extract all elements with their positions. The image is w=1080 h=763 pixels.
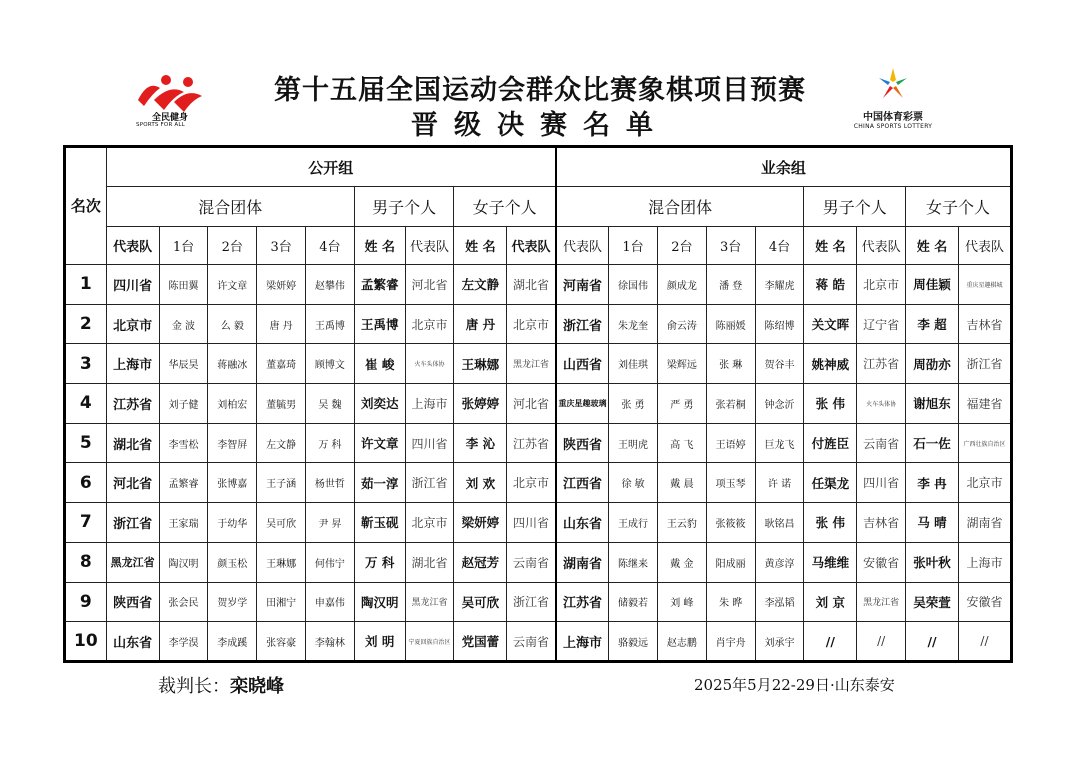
amateur-female-name-cell: 谢旭东 — [906, 384, 959, 424]
rank-cell: 9 — [65, 582, 107, 622]
open-male-team-cell: 河北省 — [405, 265, 454, 305]
amateur-team-cell: 浙江省 — [556, 304, 609, 344]
open-female-name-cell: 左文静 — [454, 265, 507, 305]
rank-cell: 8 — [65, 542, 107, 582]
sports-for-all-caption: SPORTS FOR ALL — [136, 122, 185, 128]
open-female-name-cell: 刘 欢 — [454, 463, 507, 503]
amateur-female-name-cell: 周劭亦 — [906, 344, 959, 384]
open-player-cell: 唐 丹 — [257, 304, 306, 344]
open-female-team-cell: 北京市 — [507, 463, 556, 503]
amateur-male-team-cell: 火车头体协 — [857, 384, 906, 424]
amateur-player-cell: 王明虎 — [609, 423, 658, 463]
table-row — [65, 582, 1012, 622]
col-open-female-name: 姓 名 — [454, 227, 507, 265]
amateur-male-team-cell: 安徽省 — [857, 542, 906, 582]
rank-cell: 1 — [65, 265, 107, 305]
amateur-player-cell: 颜成龙 — [657, 265, 706, 305]
amateur-team-cell: 江西省 — [556, 463, 609, 503]
table-row — [65, 384, 1012, 424]
open-player-cell: 左文静 — [257, 423, 306, 463]
open-female-team-cell: 浙江省 — [507, 582, 556, 622]
table-body — [65, 265, 1012, 662]
amateur-female-name-cell: 马 晴 — [906, 503, 959, 543]
china-sports-lottery-logo — [848, 66, 938, 132]
amateur-male-name-cell: 付旌臣 — [804, 423, 857, 463]
amateur-player-cell: 张 勇 — [609, 384, 658, 424]
open-player-cell: 王琳娜 — [257, 542, 306, 582]
open-player-cell: 孟繁睿 — [159, 463, 208, 503]
open-player-cell: 李学淏 — [159, 622, 208, 662]
table-row — [65, 622, 1012, 662]
col-am-female-team: 代表队 — [958, 227, 1011, 265]
rank-cell: 5 — [65, 423, 107, 463]
date-place: 2025年5月22-29日·山东泰安 — [694, 676, 895, 694]
amateur-player-cell: 骆毅远 — [609, 622, 658, 662]
table-row — [65, 304, 1012, 344]
col-open-board4: 4台 — [306, 227, 355, 265]
amateur-player-cell: 刘承宇 — [755, 622, 804, 662]
table-row — [65, 265, 1012, 305]
open-player-cell: 吴可欣 — [257, 503, 306, 543]
amateur-female-team-cell: 浙江省 — [958, 344, 1011, 384]
amateur-male-name-cell: 张 伟 — [804, 384, 857, 424]
col-open-male-name: 姓 名 — [354, 227, 405, 265]
amateur-male-team-cell: 吉林省 — [857, 503, 906, 543]
amateur-male-team-cell: 北京市 — [857, 265, 906, 305]
open-player-cell: 金 波 — [159, 304, 208, 344]
amateur-female-team-cell: 湖南省 — [958, 503, 1011, 543]
amateur-player-cell: 李耀虎 — [755, 265, 804, 305]
col-am-board4: 4台 — [755, 227, 804, 265]
amateur-player-cell: 耿铭昌 — [755, 503, 804, 543]
open-male-name-cell: 王禹博 — [354, 304, 405, 344]
table-row — [65, 503, 1012, 543]
qualifier-table — [63, 145, 1013, 663]
open-player-cell: 王禹博 — [306, 304, 355, 344]
open-player-cell: 董毓男 — [257, 384, 306, 424]
open-female-name-cell: 党国蕾 — [454, 622, 507, 662]
open-team-cell: 湖北省 — [106, 423, 159, 463]
amateur-female-team-cell: 安徽省 — [958, 582, 1011, 622]
open-player-cell: 董嘉琦 — [257, 344, 306, 384]
amateur-female-team-cell: // — [958, 622, 1011, 662]
amateur-female-name-cell: 李 超 — [906, 304, 959, 344]
page-subtitle: 晋级决赛名单 — [411, 110, 669, 141]
lottery-en-label: CHINA SPORTS LOTTERY — [853, 123, 933, 130]
amateur-player-cell: 陈继来 — [609, 542, 658, 582]
amateur-female-name-cell: 张叶秋 — [906, 542, 959, 582]
amateur-female-name-cell: 周佳颖 — [906, 265, 959, 305]
open-male-name-cell: 许文章 — [354, 423, 405, 463]
open-female-team-cell: 云南省 — [507, 542, 556, 582]
rank-cell: 6 — [65, 463, 107, 503]
open-female-team-cell: 云南省 — [507, 622, 556, 662]
referee-name: 栾晓峰 — [230, 676, 284, 697]
amateur-player-cell: 黄彦淳 — [755, 542, 804, 582]
open-male-team-cell: 火车头体协 — [405, 344, 454, 384]
open-male-header: 男子个人 — [354, 187, 454, 227]
amateur-female-team-cell: 上海市 — [958, 542, 1011, 582]
open-female-header: 女子个人 — [454, 187, 556, 227]
amateur-player-cell: 潘 登 — [706, 265, 755, 305]
rank-header — [65, 147, 107, 265]
open-team-cell: 河北省 — [106, 463, 159, 503]
amateur-player-cell: 徐 敏 — [609, 463, 658, 503]
amateur-player-cell: 项玉琴 — [706, 463, 755, 503]
open-player-cell: 么 毅 — [208, 304, 257, 344]
open-group-header: 公开组 — [106, 147, 556, 187]
open-player-cell: 张博嘉 — [208, 463, 257, 503]
open-player-cell: 蒋融冰 — [208, 344, 257, 384]
open-player-cell: 许文章 — [208, 265, 257, 305]
amateur-player-cell: 张 琳 — [706, 344, 755, 384]
open-female-team-cell: 湖北省 — [507, 265, 556, 305]
col-open-male-team: 代表队 — [405, 227, 454, 265]
amateur-male-name-cell: // — [804, 622, 857, 662]
amateur-male-team-cell: 黑龙江省 — [857, 582, 906, 622]
col-open-board2: 2台 — [208, 227, 257, 265]
open-male-team-cell: 上海市 — [405, 384, 454, 424]
amateur-female-team-cell: 北京市 — [958, 463, 1011, 503]
amateur-player-cell: 肖宇舟 — [706, 622, 755, 662]
open-female-team-cell: 江苏省 — [507, 423, 556, 463]
amateur-player-cell: 赵志鹏 — [657, 622, 706, 662]
open-player-cell: 张容豪 — [257, 622, 306, 662]
table-row — [65, 423, 1012, 463]
table-row — [65, 344, 1012, 384]
open-player-cell: 顾博文 — [306, 344, 355, 384]
open-player-cell: 陈田翼 — [159, 265, 208, 305]
col-am-female-name: 姓 名 — [906, 227, 959, 265]
amateur-player-cell: 戴 金 — [657, 542, 706, 582]
open-male-name-cell: 万 科 — [354, 542, 405, 582]
amateur-female-team-cell: 广西壮族自治区 — [958, 423, 1011, 463]
col-open-board1: 1台 — [159, 227, 208, 265]
amateur-team-cell: 河南省 — [556, 265, 609, 305]
amateur-female-name-cell: 李 冉 — [906, 463, 959, 503]
rank-cell: 7 — [65, 503, 107, 543]
open-female-name-cell: 王琳娜 — [454, 344, 507, 384]
amateur-female-name-cell: 石一佐 — [906, 423, 959, 463]
amateur-male-team-cell: // — [857, 622, 906, 662]
amateur-team-cell: 湖南省 — [556, 542, 609, 582]
col-am-board1: 1台 — [609, 227, 658, 265]
amateur-male-team-cell: 云南省 — [857, 423, 906, 463]
amateur-player-cell: 储毅若 — [609, 582, 658, 622]
col-am-board3: 3台 — [706, 227, 755, 265]
amateur-male-name-cell: 姚神威 — [804, 344, 857, 384]
open-player-cell: 刘子健 — [159, 384, 208, 424]
open-player-cell: 李成蹊 — [208, 622, 257, 662]
amateur-team-cell: 上海市 — [556, 622, 609, 662]
open-player-cell: 吴 魏 — [306, 384, 355, 424]
amateur-female-header: 女子个人 — [906, 187, 1012, 227]
col-am-board2: 2台 — [657, 227, 706, 265]
amateur-player-cell: 王成行 — [609, 503, 658, 543]
amateur-player-cell: 刘 峰 — [657, 582, 706, 622]
open-player-cell: 尹 昇 — [306, 503, 355, 543]
amateur-female-team-cell: 重庆星趣棋城 — [958, 265, 1011, 305]
open-male-team-cell: 浙江省 — [405, 463, 454, 503]
star-lottery-icon — [873, 66, 913, 102]
open-male-team-cell: 湖北省 — [405, 542, 454, 582]
col-am-male-team: 代表队 — [857, 227, 906, 265]
open-male-team-cell: 宁夏回族自治区 — [405, 622, 454, 662]
open-player-cell: 贺岁学 — [208, 582, 257, 622]
open-female-team-cell: 河北省 — [507, 384, 556, 424]
open-male-team-cell: 黑龙江省 — [405, 582, 454, 622]
rank-cell: 3 — [65, 344, 107, 384]
amateur-player-cell: 高 飞 — [657, 423, 706, 463]
open-male-team-cell: 北京市 — [405, 503, 454, 543]
open-player-cell: 李智屏 — [208, 423, 257, 463]
open-female-name-cell: 张婷婷 — [454, 384, 507, 424]
open-player-cell: 梁妍婷 — [257, 265, 306, 305]
open-team-cell: 上海市 — [106, 344, 159, 384]
amateur-player-cell: 李泓韬 — [755, 582, 804, 622]
open-player-cell: 万 科 — [306, 423, 355, 463]
amateur-male-name-cell: 刘 京 — [804, 582, 857, 622]
table-row — [65, 542, 1012, 582]
amateur-male-header: 男子个人 — [804, 187, 906, 227]
amateur-player-cell: 严 勇 — [657, 384, 706, 424]
amateur-male-name-cell: 张 伟 — [804, 503, 857, 543]
amateur-player-cell: 陈绍博 — [755, 304, 804, 344]
amateur-male-name-cell: 马维维 — [804, 542, 857, 582]
open-player-cell: 张会民 — [159, 582, 208, 622]
open-player-cell: 田湘宁 — [257, 582, 306, 622]
open-player-cell: 申嘉伟 — [306, 582, 355, 622]
open-player-cell: 赵攀伟 — [306, 265, 355, 305]
amateur-player-cell: 徐国伟 — [609, 265, 658, 305]
open-team-cell: 北京市 — [106, 304, 159, 344]
amateur-female-team-cell: 福建省 — [958, 384, 1011, 424]
amateur-team-cell: 山东省 — [556, 503, 609, 543]
open-male-team-cell: 北京市 — [405, 304, 454, 344]
open-female-team-cell: 北京市 — [507, 304, 556, 344]
amateur-male-name-cell: 任渠龙 — [804, 463, 857, 503]
amateur-male-name-cell: 关文晖 — [804, 304, 857, 344]
open-male-name-cell: 孟繁睿 — [354, 265, 405, 305]
open-female-name-cell: 李 沁 — [454, 423, 507, 463]
open-female-team-cell: 黑龙江省 — [507, 344, 556, 384]
amateur-team-cell: 重庆星趣玻璃 — [556, 384, 609, 424]
open-female-name-cell: 赵冠芳 — [454, 542, 507, 582]
open-player-cell: 刘柏宏 — [208, 384, 257, 424]
amateur-player-cell: 梁辉远 — [657, 344, 706, 384]
open-male-name-cell: 刘奕达 — [354, 384, 405, 424]
amateur-team-cell: 陕西省 — [556, 423, 609, 463]
amateur-player-cell: 张筱筱 — [706, 503, 755, 543]
amateur-female-name-cell: // — [906, 622, 959, 662]
amateur-player-cell: 朱龙奎 — [609, 304, 658, 344]
open-team-cell: 浙江省 — [106, 503, 159, 543]
amateur-female-name-cell: 吴荣萱 — [906, 582, 959, 622]
open-team-cell: 黑龙江省 — [106, 542, 159, 582]
rank-cell: 4 — [65, 384, 107, 424]
open-player-cell: 王子涵 — [257, 463, 306, 503]
referee-label: 裁判长： — [158, 676, 230, 697]
col-open-board3: 3台 — [257, 227, 306, 265]
open-team-cell: 四川省 — [106, 265, 159, 305]
amateur-player-cell: 阳成丽 — [706, 542, 755, 582]
open-player-cell: 何伟宁 — [306, 542, 355, 582]
open-player-cell: 于幼华 — [208, 503, 257, 543]
amateur-player-cell: 戴 晨 — [657, 463, 706, 503]
open-male-name-cell: 茹一淳 — [354, 463, 405, 503]
referee-line — [158, 672, 284, 698]
col-open-female-team: 代表队 — [507, 227, 556, 265]
amateur-player-cell: 俞云涛 — [657, 304, 706, 344]
amateur-male-team-cell: 四川省 — [857, 463, 906, 503]
amateur-player-cell: 许 诺 — [755, 463, 804, 503]
open-female-team-cell: 四川省 — [507, 503, 556, 543]
open-male-name-cell: 崔 峻 — [354, 344, 405, 384]
svg-text:全民健身: 全民健身 — [151, 113, 189, 122]
open-player-cell: 颜玉松 — [208, 542, 257, 582]
amateur-team-cell: 江苏省 — [556, 582, 609, 622]
col-open-team: 代表队 — [106, 227, 159, 265]
open-player-cell: 陶汉明 — [159, 542, 208, 582]
amateur-team-cell: 山西省 — [556, 344, 609, 384]
amateur-player-cell: 刘佳琪 — [609, 344, 658, 384]
open-female-name-cell: 梁妍婷 — [454, 503, 507, 543]
amateur-player-cell: 巨龙飞 — [755, 423, 804, 463]
rank-header-label: 名次 — [70, 196, 101, 215]
open-female-name-cell: 唐 丹 — [454, 304, 507, 344]
open-team-cell: 江苏省 — [106, 384, 159, 424]
amateur-male-team-cell: 江苏省 — [857, 344, 906, 384]
amateur-player-cell: 陈丽媛 — [706, 304, 755, 344]
col-am-team: 代表队 — [556, 227, 609, 265]
page-title: 第十五届全国运动会群众比赛象棋项目预赛 — [274, 75, 806, 106]
open-team-cell: 山东省 — [106, 622, 159, 662]
open-male-name-cell: 陶汉明 — [354, 582, 405, 622]
open-male-name-cell: 刘 明 — [354, 622, 405, 662]
open-player-cell: 华辰昊 — [159, 344, 208, 384]
open-player-cell: 李翰林 — [306, 622, 355, 662]
amateur-mixed-team-header: 混合团体 — [556, 187, 804, 227]
amateur-player-cell: 张若桐 — [706, 384, 755, 424]
lottery-cn-label: 中国体育彩票 — [863, 112, 923, 123]
amateur-group-header: 业余组 — [556, 147, 1012, 187]
open-male-name-cell: 靳玉砚 — [354, 503, 405, 543]
amateur-player-cell: 贺谷丰 — [755, 344, 804, 384]
amateur-female-team-cell: 吉林省 — [958, 304, 1011, 344]
amateur-male-name-cell: 蒋 皓 — [804, 265, 857, 305]
table-row — [65, 463, 1012, 503]
rank-cell: 10 — [65, 622, 107, 662]
open-player-cell: 王家瑞 — [159, 503, 208, 543]
open-team-cell: 陕西省 — [106, 582, 159, 622]
amateur-player-cell: 朱 晔 — [706, 582, 755, 622]
open-female-name-cell: 吴可欣 — [454, 582, 507, 622]
amateur-player-cell: 王语婷 — [706, 423, 755, 463]
open-player-cell: 杨世哲 — [306, 463, 355, 503]
amateur-player-cell: 钟念沂 — [755, 384, 804, 424]
open-player-cell: 李雪松 — [159, 423, 208, 463]
col-am-male-name: 姓 名 — [804, 227, 857, 265]
amateur-player-cell: 王云豹 — [657, 503, 706, 543]
amateur-male-team-cell: 辽宁省 — [857, 304, 906, 344]
open-male-team-cell: 四川省 — [405, 423, 454, 463]
open-mixed-team-header: 混合团体 — [106, 187, 354, 227]
rank-cell: 2 — [65, 304, 107, 344]
